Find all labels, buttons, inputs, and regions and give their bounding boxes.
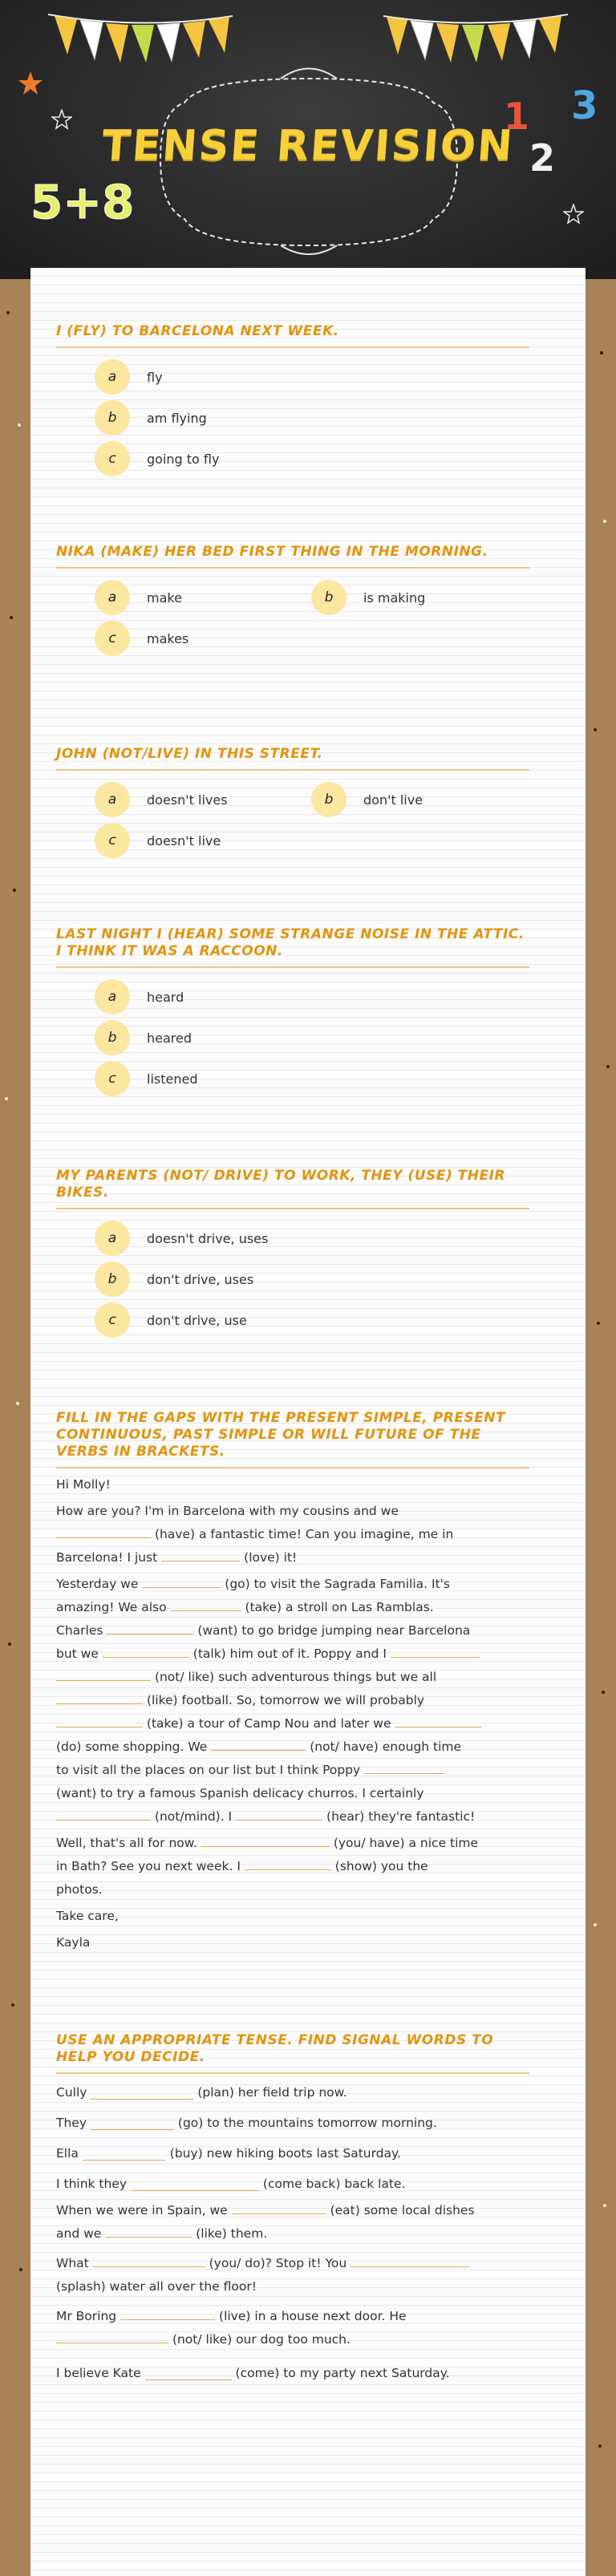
gap-input[interactable] (91, 2085, 193, 2100)
option-letter-bubble: b (311, 580, 346, 615)
chalkboard-header (0, 0, 616, 279)
gap-input[interactable] (93, 2253, 205, 2267)
letter-instructions: FILL IN THE GAPS WITH THE PRESENT SIMPLE, PRESENT CONTINUOUS, PAST SIMPLE OR WILL FUTURE OF THE VERBS IN BRACKETS. (56, 1410, 529, 1468)
option-letter-bubble: a (95, 782, 130, 817)
option-text: doesn't lives (147, 792, 228, 808)
option-text: make (147, 589, 182, 606)
q5-option-c[interactable] (95, 1302, 247, 1338)
q5-option-a[interactable] (95, 1221, 268, 1256)
sentence-3: Ella (buy) new hiking boots last Saturday. (56, 2146, 401, 2161)
option-letter-bubble: a (95, 1221, 130, 1256)
question-2 (56, 544, 529, 662)
option-text: listened (147, 1071, 198, 1087)
decor-number-1: 1 (504, 95, 530, 138)
gap-input[interactable] (391, 1643, 480, 1658)
gap-input[interactable] (142, 1574, 221, 1588)
gap-input[interactable] (145, 2366, 232, 2380)
gap-input[interactable] (131, 2177, 259, 2191)
star-outline-right-icon (563, 204, 584, 225)
gap-input[interactable] (395, 1713, 481, 1727)
q4-option-b[interactable] (95, 1020, 192, 1055)
gap-input[interactable] (351, 2253, 469, 2267)
option-letter-bubble: b (311, 782, 346, 817)
sentence-5: When we were in Spain, we (eat) some local dishes and we (like) them. (56, 2199, 529, 2246)
option-letter-bubble: b (95, 1262, 130, 1297)
question-4-prompt: LAST NIGHT I (HEAR) SOME STRANGE NOISE IN THE ATTIC. I THINK IT WAS A RACCOON. (56, 926, 529, 968)
q2-option-c[interactable] (95, 621, 188, 656)
letter-body (56, 1473, 529, 1954)
option-text: am flying (147, 410, 207, 426)
option-letter-bubble: c (95, 1061, 130, 1096)
page-title: TENSE REVISION (100, 122, 516, 170)
question-1-prompt: I (FLY) TO BARCELONA NEXT WEEK. (56, 323, 529, 348)
letter-paragraph-3: Well, that's all for now. (you/ have) a nice time in Bath? See you next week. I (show) you the photos. (56, 1832, 529, 1902)
bunting-left-icon (48, 10, 233, 66)
gap-input[interactable] (211, 1736, 306, 1751)
sentence-7: Mr Boring (live) in a house next door. He (not/ like) our dog too much. (56, 2305, 529, 2351)
question-2-prompt: NIKA (MAKE) HER BED FIRST THING IN THE MORNING. (56, 544, 529, 569)
q3-option-b[interactable] (311, 782, 423, 817)
gap-input[interactable] (232, 2200, 326, 2214)
gap-input[interactable] (56, 2329, 168, 2343)
gap-input[interactable] (56, 1690, 143, 1704)
sentence-8: I believe Kate (come) to my party next Saturday. (56, 2366, 450, 2380)
option-text: doesn't drive, uses (147, 1230, 269, 1246)
signal-words-exercise (56, 2032, 529, 2388)
letter-signature: Kayla (56, 1935, 91, 1950)
option-letter-bubble: c (95, 621, 130, 656)
question-3-prompt: JOHN (NOT/LIVE) IN THIS STREET. (56, 746, 529, 771)
q1-option-a[interactable] (95, 359, 163, 395)
question-3 (56, 746, 529, 864)
decor-number-2: 2 (529, 136, 556, 180)
gap-input[interactable] (161, 1547, 240, 1561)
gap-input[interactable] (120, 2306, 215, 2320)
option-text: doesn't live (147, 832, 221, 849)
letter-paragraph-2: Yesterday we (go) to visit the Sagrada Familia. It's amazing! We also (take) a stroll on Las Ramblas. Charles (want) to go bridge jumping near Barcelona but we (talk) him out of it. Poppy and I (not/ like) such adventurous things but we all (like) football. So, tomorrow we will probably (take) a tour of Camp Nou and later we (do) some shopping. We (not/ have) enough time to visit all the places on our list but I think Poppy (want) to try a famous Spanish delicacy churros. I certainly (not/mind). I (hear) they're fantastic! (56, 1573, 529, 1829)
gap-input[interactable] (245, 1856, 331, 1870)
option-text: don't drive, use (147, 1312, 247, 1328)
gap-input[interactable] (236, 1806, 322, 1821)
gap-input[interactable] (56, 1713, 143, 1727)
gap-input[interactable] (91, 2116, 174, 2130)
sentence-6: What (you/ do)? Stop it! You (splash) water all over the floor! (56, 2252, 529, 2299)
gap-input[interactable] (201, 1833, 330, 1847)
question-5 (56, 1168, 529, 1344)
gap-input[interactable] (364, 1760, 444, 1774)
option-text: heard (147, 989, 184, 1005)
option-text: fly (147, 369, 163, 385)
q1-option-b[interactable] (95, 400, 207, 435)
q3-option-c[interactable] (95, 823, 221, 858)
option-text: going to fly (147, 451, 220, 467)
option-letter-bubble: c (95, 441, 130, 476)
q2-option-b[interactable] (311, 580, 425, 615)
gap-input[interactable] (171, 1597, 241, 1611)
bunting-right-icon (383, 10, 568, 66)
signal-sentences (56, 2077, 529, 2388)
star-orange-icon (18, 71, 43, 96)
q5-option-b[interactable] (95, 1262, 253, 1297)
q3-option-a[interactable] (95, 782, 228, 817)
star-outline-icon (51, 109, 72, 130)
signal-words-instructions: USE AN APPROPRIATE TENSE. FIND SIGNAL WORDS TO HELP YOU DECIDE. (56, 2032, 529, 2074)
gap-input[interactable] (56, 1667, 151, 1681)
option-letter-bubble: c (95, 1302, 130, 1338)
q1-option-c[interactable] (95, 441, 219, 476)
option-letter-bubble: b (95, 1020, 130, 1055)
gap-input[interactable] (56, 1524, 151, 1538)
option-text: don't drive, uses (147, 1271, 254, 1287)
option-letter-bubble: a (95, 359, 130, 395)
decor-number-3: 3 (571, 83, 598, 128)
q2-option-a[interactable] (95, 580, 182, 615)
gap-input[interactable] (105, 2223, 192, 2238)
question-4 (56, 926, 529, 1103)
option-text: heared (147, 1030, 192, 1046)
gap-input[interactable] (83, 2146, 166, 2161)
question-5-prompt: MY PARENTS (NOT/ DRIVE) TO WORK, THEY (USE) THEIR BIKES. (56, 1168, 529, 1209)
gap-input[interactable] (103, 1643, 189, 1658)
letter-greeting: Hi Molly! (56, 1477, 111, 1492)
letter-paragraph-1: How are you? I'm in Barcelona with my cousins and we (have) a fantastic time! Can you imagine, me in Barcelona! I just (love) it! (56, 1504, 454, 1565)
option-text: makes (147, 630, 189, 646)
option-letter-bubble: b (95, 400, 130, 435)
gap-input[interactable] (56, 1806, 151, 1821)
q4-option-a[interactable] (95, 979, 184, 1015)
option-text: is making (363, 589, 426, 606)
option-text: don't live (363, 792, 424, 808)
option-letter-bubble: a (95, 580, 130, 615)
sentence-1: Cully (plan) her field trip now. (56, 2085, 347, 2100)
option-letter-bubble: a (95, 979, 130, 1015)
sentence-2: They (go) to the mountains tomorrow morning. (56, 2116, 437, 2130)
question-1 (56, 323, 529, 483)
letter-closing: Take care, (56, 1909, 119, 1923)
sentence-4: I think they (come back) back late. (56, 2177, 406, 2191)
q4-option-c[interactable] (95, 1061, 197, 1096)
decor-math: 5+8 (30, 175, 135, 229)
option-letter-bubble: c (95, 823, 130, 858)
gap-input[interactable] (107, 1620, 193, 1634)
letter-exercise (56, 1410, 529, 1958)
